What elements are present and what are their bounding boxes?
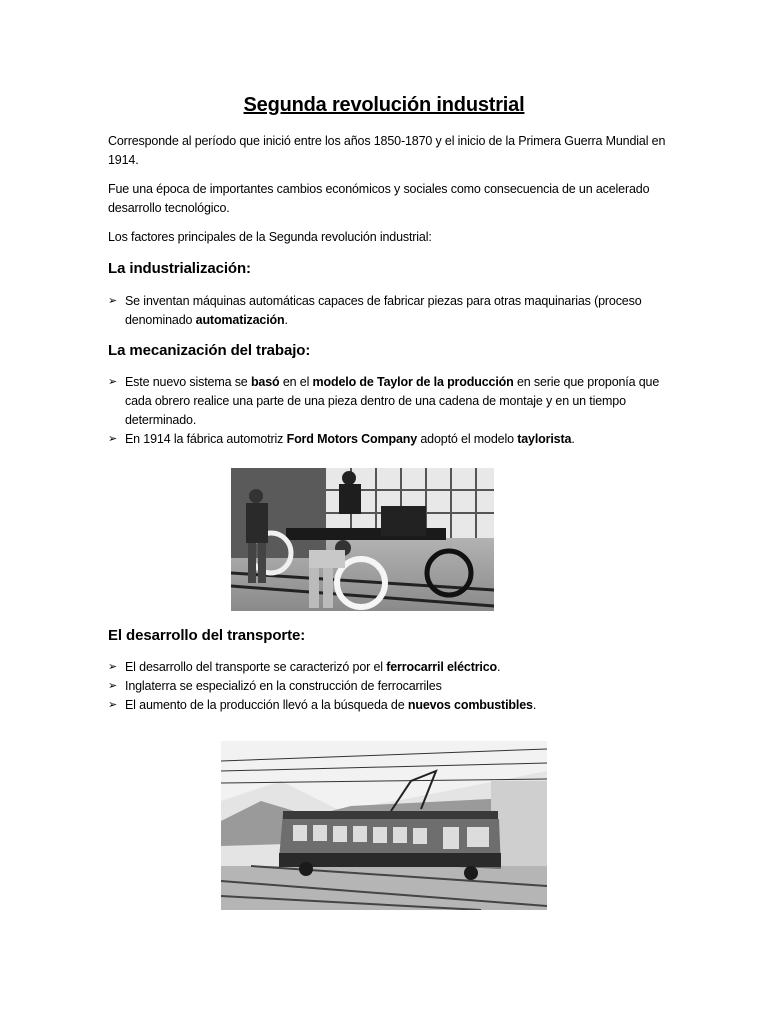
list-item — [108, 373, 668, 430]
arrow-bullet-icon: ➢ — [108, 699, 118, 711]
intro-paragraph-2: Fue una época de importantes cambios económicos y sociales como consecuencia de un acelerado desarrollo tecnológico. — [108, 182, 650, 215]
section-heading-mecanizacion: La mecanización del trabajo: — [108, 342, 311, 359]
bullet-text: adoptó el modelo — [417, 432, 518, 446]
bullet-text: El aumento de la producción llevó a la búsqueda de — [125, 698, 408, 712]
arrow-bullet-icon: ➢ — [108, 661, 118, 673]
bullet-text: El desarrollo del transporte se caracterizó por el — [125, 660, 387, 674]
bullet-bold-text: basó — [250, 375, 280, 389]
bullet-list-transporte — [108, 658, 668, 715]
list-item — [108, 696, 668, 715]
electric-tram-illustration — [221, 741, 547, 910]
bullet-bold-text: taylorista — [517, 432, 572, 446]
list-item — [108, 658, 668, 677]
bullet-bold-text: Ford Motors Company — [286, 432, 418, 446]
list-item — [108, 677, 668, 696]
bullet-text: . — [497, 660, 501, 674]
bullet-text: . — [284, 313, 288, 327]
electric-tram-photo — [221, 741, 547, 910]
list-item — [108, 292, 668, 330]
bullet-bold-text: modelo de Taylor de la producción — [312, 375, 514, 389]
bullet-list-industrializacion — [108, 292, 668, 330]
intro-paragraph-3: Los factores principales de la Segunda revolución industrial: — [108, 230, 432, 244]
bullet-text: en serie que proponía que cada obrero realice una parte de una pieza dentro de una cadena de montaje y en un tiempo determinado. — [125, 375, 660, 427]
arrow-bullet-icon: ➢ — [108, 680, 118, 692]
intro-paragraph-1: Corresponde al período que inició entre los años 1850-1870 y el inicio de la Primera Guerra Mundial en 1914. — [108, 134, 666, 167]
arrow-bullet-icon: ➢ — [108, 433, 118, 445]
bullet-text: Inglaterra se especializó en la construcción de ferrocarriles — [125, 679, 442, 693]
section-heading-industrializacion: La industrialización: — [108, 260, 251, 277]
bullet-text: . — [532, 698, 537, 712]
bullet-text: . — [571, 432, 575, 446]
bullet-bold-text: nuevos combustibles — [407, 698, 533, 712]
arrow-bullet-icon: ➢ — [108, 295, 118, 307]
ford-assembly-line-photo — [231, 468, 494, 611]
bullet-text: En 1914 la fábrica automotriz — [125, 432, 287, 446]
list-item — [108, 430, 668, 449]
bullet-list-mecanizacion — [108, 373, 668, 449]
section-heading-transporte: El desarrollo del transporte: — [108, 627, 306, 644]
bullet-text: en el — [279, 375, 313, 389]
bullet-text: Este nuevo sistema se — [125, 375, 251, 389]
bullet-bold-text: automatización — [195, 313, 285, 327]
assembly-line-illustration — [231, 468, 494, 611]
arrow-bullet-icon: ➢ — [108, 376, 118, 388]
bullet-bold-text: ferrocarril eléctrico — [386, 660, 498, 674]
page-title: Segunda revolución industrial — [243, 94, 525, 116]
bullet-text: Se inventan máquinas automáticas capaces de fabricar piezas para otras maquinarias (proceso denominado — [125, 294, 642, 327]
